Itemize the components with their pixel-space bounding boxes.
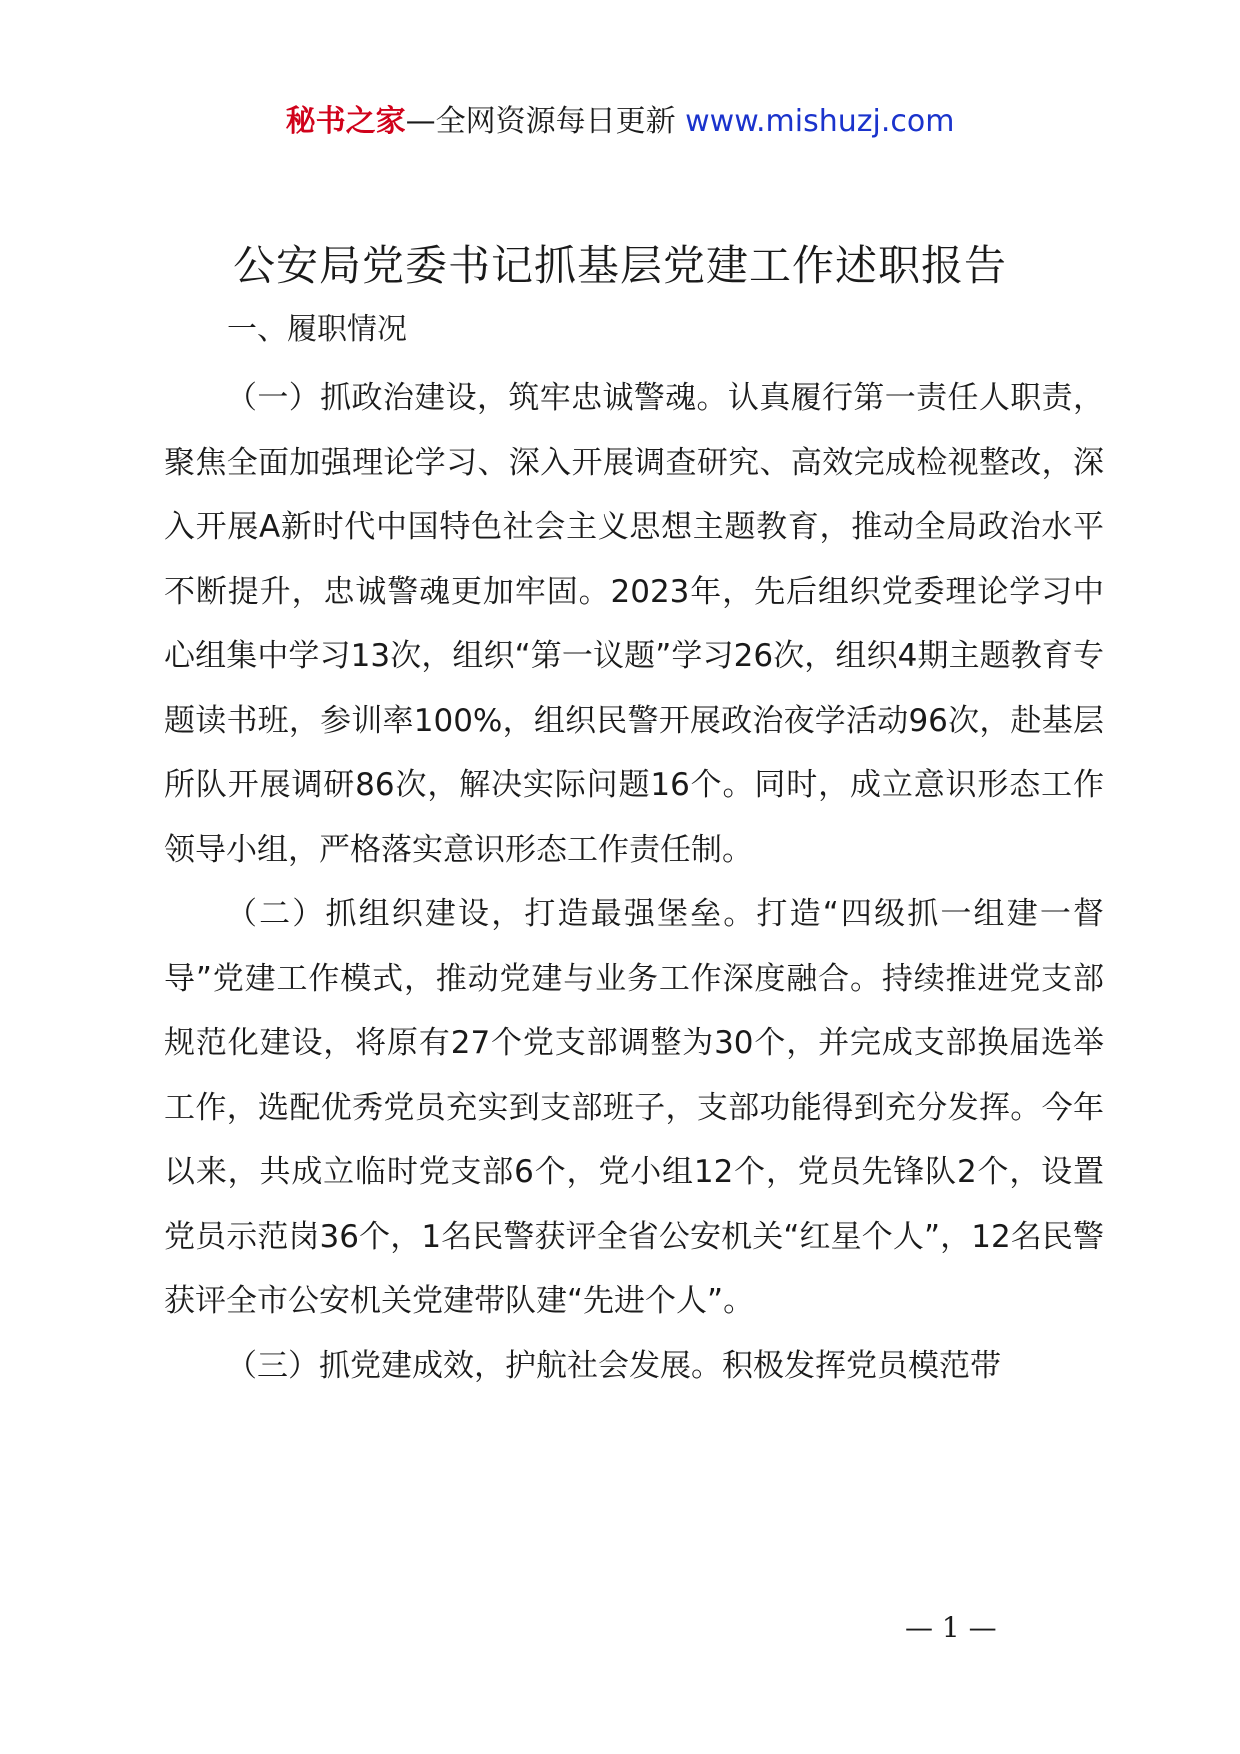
paragraph-party-building-results: （三）抓党建成效，护航社会发展。积极发挥党员模范带 bbox=[226, 1347, 1001, 1384]
document-body bbox=[164, 366, 1104, 1398]
header-tagline: —全网资源每日更新 bbox=[405, 104, 686, 139]
document-title: 公安局党委书记抓基层党建工作述职报告 bbox=[232, 241, 1007, 290]
paragraph-political-building: （一）抓政治建设，筑牢忠诚警魂。认真履行第一责任人职责，聚焦全面加强理论学习、深入开展调查研究、高效完成检视整改，深入开展A新时代中国特色社会主义思想主题教育，推动全局政治水平不断提升，忠诚警魂更加牢固。2023年，先后组织党委理论学习中心组集中学习13次，组织“第一议题”学习26次，组织4期主题教育专题读书班，参训率100%，组织民警开展政治夜学活动96次，赴基层所队开展调研86次，解决实际问题16个。同时，成立意识形态工作领导小组，严格落实意识形态工作责任制。 bbox=[164, 380, 1104, 868]
brand-name: 秘书之家 bbox=[285, 104, 406, 139]
site-url-link[interactable]: www.mishuzj.com bbox=[685, 104, 955, 139]
page-number: — 1 — bbox=[905, 1611, 997, 1644]
section-heading: 一、履职情况 bbox=[227, 312, 407, 347]
site-header bbox=[0, 100, 1240, 144]
paragraph-organization-building: （二）抓组织建设，打造最强堡垒。打造“四级抓一组建一督导”党建工作模式，推动党建与业务工作深度融合。持续推进党支部规范化建设，将原有27个党支部调整为30个，并完成支部换届选举工作，选配优秀党员充实到支部班子，支部功能得到充分发挥。今年以来，共成立临时党支部6个，党小组12个，党员先锋队2个，设置党员示范岗36个，1名民警获评全省公安机关“红星个人”，12名民警获评全市公安机关党建带队建“先进个人”。 bbox=[164, 896, 1104, 1319]
